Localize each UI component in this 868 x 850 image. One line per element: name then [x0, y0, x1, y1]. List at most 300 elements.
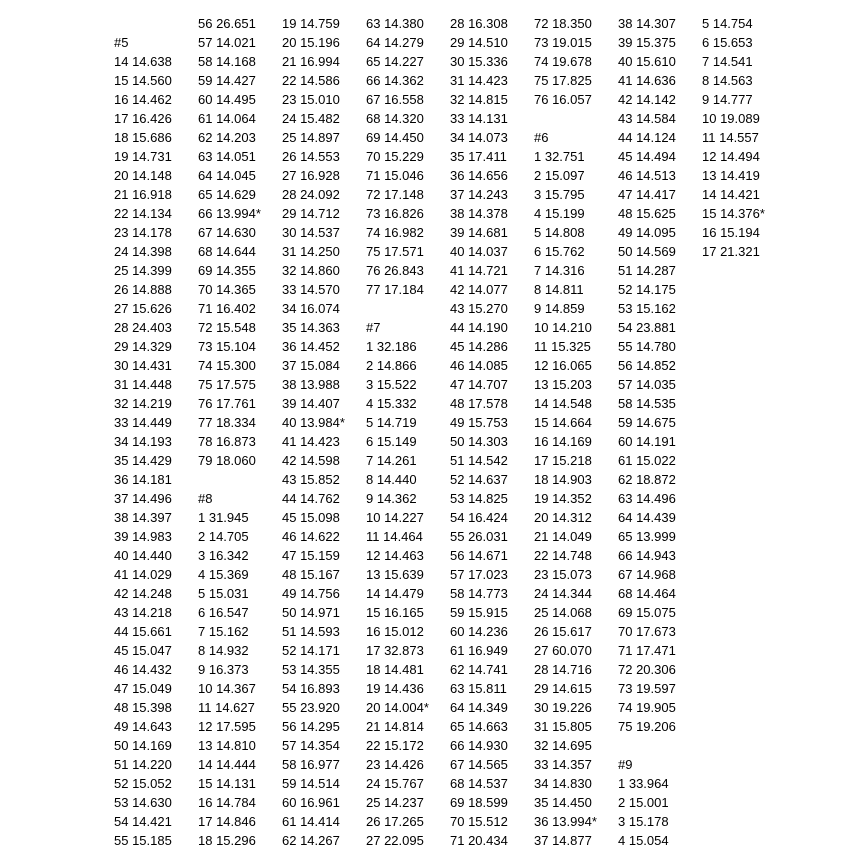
lap-entry: 22 14.586	[282, 73, 340, 88]
lap-entry: 6 15.149	[366, 434, 417, 449]
lap-entry: 44 14.190	[450, 320, 508, 335]
lap-entry: 49 14.095	[618, 225, 676, 240]
lap-entry: 49 15.753	[450, 415, 508, 430]
lap-entry: 18 15.296	[198, 833, 256, 848]
lap-entry: 31 14.250	[282, 244, 340, 259]
lap-entry: 8 14.563	[702, 73, 753, 88]
lap-entry: 25 14.897	[282, 130, 340, 145]
lap-entry: 57 14.035	[618, 377, 676, 392]
lap-entry: 21 14.814	[366, 719, 424, 734]
lap-entry: 34 14.830	[534, 776, 592, 791]
lap-entry: 74 19.678	[534, 54, 592, 69]
section-heading: #7	[366, 320, 381, 335]
lap-entry: 64 14.349	[450, 700, 508, 715]
lap-entry: 51 14.220	[114, 757, 172, 772]
lap-entry: 78 16.873	[198, 434, 256, 449]
lap-entry: 55 23.920	[282, 700, 340, 715]
lap-entry: 22 14.748	[534, 548, 592, 563]
lap-entry: 58 16.977	[282, 757, 340, 772]
lap-entry: 48 15.398	[114, 700, 172, 715]
lap-entry: 14 14.479	[366, 586, 424, 601]
lap-entry: 20 14.312	[534, 510, 592, 525]
blank-line	[366, 299, 446, 318]
lap-entry: 32 14.860	[282, 263, 340, 278]
lap-entry: 71 16.402	[198, 301, 256, 316]
lap-times-column-4	[366, 14, 446, 850]
lap-entry: 60 14.236	[450, 624, 508, 639]
lap-entry: 71 15.046	[366, 168, 424, 183]
lap-entry: 21 16.994	[282, 54, 340, 69]
lap-entry: 6 15.762	[534, 244, 585, 259]
lap-entry: 77 17.184	[366, 282, 424, 297]
lap-entry: 31 14.448	[114, 377, 172, 392]
lap-entry: 27 15.626	[114, 301, 172, 316]
lap-entry: 65 14.629	[198, 187, 256, 202]
lap-entry: 43 15.852	[282, 472, 340, 487]
lap-entry: 48 17.578	[450, 396, 508, 411]
lap-entry: 33 14.570	[282, 282, 340, 297]
lap-entry: 40 15.610	[618, 54, 676, 69]
lap-entry: 41 14.636	[618, 73, 676, 88]
lap-entry: 24 15.482	[282, 111, 340, 126]
lap-entry: 46 14.432	[114, 662, 172, 677]
lap-entry: 64 14.439	[618, 510, 676, 525]
lap-entry: 17 14.846	[198, 814, 256, 829]
lap-entry: 29 14.712	[282, 206, 340, 221]
lap-entry: 36 14.181	[114, 472, 172, 487]
lap-entry: 18 14.481	[366, 662, 424, 677]
lap-entry: 66 13.994*	[198, 206, 261, 221]
lap-times-column-8	[702, 14, 782, 261]
lap-entry: 28 14.716	[534, 662, 592, 677]
lap-entry: 45 15.047	[114, 643, 172, 658]
lap-entry: 29 14.510	[450, 35, 508, 50]
lap-entry: 36 13.994*	[534, 814, 597, 829]
lap-entry: 54 23.881	[618, 320, 676, 335]
lap-entry: 37 14.243	[450, 187, 508, 202]
lap-entry: 54 16.893	[282, 681, 340, 696]
lap-entry: 70 15.229	[366, 149, 424, 164]
lap-entry: 22 14.134	[114, 206, 172, 221]
lap-entry: 44 15.661	[114, 624, 172, 639]
lap-entry: 52 14.175	[618, 282, 676, 297]
lap-entry: 40 14.037	[450, 244, 508, 259]
lap-entry: 34 14.073	[450, 130, 508, 145]
lap-entry: 7 14.541	[702, 54, 753, 69]
lap-entry: 58 14.773	[450, 586, 508, 601]
lap-entry: 42 14.598	[282, 453, 340, 468]
lap-entry: 62 18.872	[618, 472, 676, 487]
lap-entry: 11 15.325	[534, 339, 591, 354]
lap-entry: 31 14.423	[450, 73, 508, 88]
lap-entry: 41 14.721	[450, 263, 508, 278]
lap-entry: 16 14.462	[114, 92, 172, 107]
lap-entry: 16 15.194	[702, 225, 760, 240]
lap-entry: 31 15.805	[534, 719, 592, 734]
lap-entry: 71 17.471	[618, 643, 676, 658]
lap-entry: 28 24.092	[282, 187, 340, 202]
lap-entry: 4 15.054	[618, 833, 669, 848]
lap-entry: 3 16.342	[198, 548, 249, 563]
lap-entry: 76 16.057	[534, 92, 592, 107]
lap-entry: 69 14.450	[366, 130, 424, 145]
lap-entry: 27 16.928	[282, 168, 340, 183]
lap-entry: 47 15.159	[282, 548, 340, 563]
lap-entry: 63 14.051	[198, 149, 256, 164]
lap-entry: 33 14.131	[450, 111, 508, 126]
lap-entry: 17 21.321	[702, 244, 760, 259]
lap-entry: 11 14.464	[366, 529, 423, 544]
lap-entry: 7 15.162	[198, 624, 249, 639]
lap-entry: 75 17.575	[198, 377, 256, 392]
lap-entry: 58 14.535	[618, 396, 676, 411]
lap-entry: 14 14.638	[114, 54, 172, 69]
lap-entry: 68 14.644	[198, 244, 256, 259]
lap-entry: 60 14.495	[198, 92, 256, 107]
lap-entry: 61 14.414	[282, 814, 340, 829]
lap-entry: 32 14.695	[534, 738, 592, 753]
lap-entry: 44 14.124	[618, 130, 676, 145]
section-heading: #8	[198, 491, 213, 506]
lap-entry: 36 14.452	[282, 339, 340, 354]
lap-entry: 61 15.022	[618, 453, 676, 468]
lap-entry: 67 16.558	[366, 92, 424, 107]
lap-entry: 50 14.569	[618, 244, 676, 259]
lap-entry: 29 14.329	[114, 339, 172, 354]
section-heading: #9	[618, 757, 633, 772]
lap-entry: 21 16.918	[114, 187, 172, 202]
lap-entry: 59 15.915	[450, 605, 508, 620]
lap-entry: 75 19.206	[618, 719, 676, 734]
lap-entry: 40 14.440	[114, 548, 172, 563]
lap-entry: 52 14.637	[450, 472, 508, 487]
lap-entry: 60 14.191	[618, 434, 676, 449]
lap-times-column-1	[114, 14, 194, 850]
lap-entry: 61 16.949	[450, 643, 508, 658]
lap-entry: 72 15.548	[198, 320, 256, 335]
lap-entry: 10 14.210	[534, 320, 592, 335]
lap-entry: 76 17.761	[198, 396, 256, 411]
section-heading: #5	[114, 35, 129, 50]
lap-entry: 50 14.971	[282, 605, 340, 620]
lap-entry: 32 14.219	[114, 396, 172, 411]
lap-entry: 53 14.825	[450, 491, 508, 506]
lap-entry: 51 14.287	[618, 263, 676, 278]
lap-entry: 25 14.399	[114, 263, 172, 278]
lap-entry: 55 14.780	[618, 339, 676, 354]
lap-entry: 67 14.565	[450, 757, 508, 772]
lap-entry: 1 33.964	[618, 776, 669, 791]
lap-entry: 61 14.064	[198, 111, 256, 126]
lap-entry: 62 14.741	[450, 662, 508, 677]
lap-entry: 72 17.148	[366, 187, 424, 202]
lap-entry: 56 26.651	[198, 16, 256, 31]
lap-entry: 14 14.421	[702, 187, 760, 202]
lap-entry: 74 15.300	[198, 358, 256, 373]
lap-entry: 5 14.719	[366, 415, 417, 430]
lap-entry: 25 14.068	[534, 605, 592, 620]
lap-entry: 59 14.675	[618, 415, 676, 430]
lap-entry: 9 14.362	[366, 491, 417, 506]
lap-entry: 42 14.142	[618, 92, 676, 107]
lap-entry: 20 15.196	[282, 35, 340, 50]
lap-entry: 73 19.015	[534, 35, 592, 50]
lap-entry: 57 14.354	[282, 738, 340, 753]
lap-entry: 24 14.344	[534, 586, 592, 601]
lap-entry: 25 14.237	[366, 795, 424, 810]
lap-entry: 6 16.547	[198, 605, 249, 620]
lap-entry: 37 14.496	[114, 491, 172, 506]
lap-entry: 12 16.065	[534, 358, 592, 373]
lap-entry: 11 14.627	[198, 700, 255, 715]
lap-entry: 49 14.756	[282, 586, 340, 601]
lap-entry: 15 14.131	[198, 776, 256, 791]
lap-entry: 30 14.537	[282, 225, 340, 240]
lap-entry: 76 26.843	[366, 263, 424, 278]
lap-entry: 69 18.599	[450, 795, 508, 810]
blank-line	[618, 736, 700, 755]
lap-entry: 28 16.308	[450, 16, 508, 31]
lap-entry: 47 14.707	[450, 377, 508, 392]
lap-entry: 15 14.560	[114, 73, 172, 88]
lap-entry: 7 14.261	[366, 453, 417, 468]
lap-entry: 7 14.316	[534, 263, 585, 278]
lap-entry: 62 14.203	[198, 130, 256, 145]
lap-entry: 39 14.983	[114, 529, 172, 544]
lap-entry: 38 14.307	[618, 16, 676, 31]
lap-entry: 43 14.584	[618, 111, 676, 126]
lap-entry: 37 14.877	[534, 833, 592, 848]
lap-entry: 34 14.193	[114, 434, 172, 449]
lap-entry: 17 16.426	[114, 111, 172, 126]
lap-entry: 56 14.295	[282, 719, 340, 734]
lap-entry: 74 16.982	[366, 225, 424, 240]
lap-entry: 13 15.203	[534, 377, 592, 392]
lap-entry: 2 14.705	[198, 529, 249, 544]
lap-entry: 64 14.279	[366, 35, 424, 50]
lap-entry: 73 16.826	[366, 206, 424, 221]
lap-entry: 54 16.424	[450, 510, 508, 525]
lap-entry: 20 14.004*	[366, 700, 429, 715]
lap-entry: 53 14.630	[114, 795, 172, 810]
lap-entry: 68 14.320	[366, 111, 424, 126]
lap-entry: 14 14.444	[198, 757, 256, 772]
lap-entry: 35 14.363	[282, 320, 340, 335]
lap-entry: 30 15.336	[450, 54, 508, 69]
lap-entry: 19 14.436	[366, 681, 424, 696]
lap-entry: 22 15.172	[366, 738, 424, 753]
lap-entry: 35 14.429	[114, 453, 172, 468]
lap-entry: 1 31.945	[198, 510, 249, 525]
lap-entry: 16 14.784	[198, 795, 256, 810]
lap-entry: 45 15.098	[282, 510, 340, 525]
lap-entry: 73 19.597	[618, 681, 676, 696]
lap-entry: 75 17.825	[534, 73, 592, 88]
lap-times-column-3	[282, 14, 364, 850]
lap-entry: 51 14.542	[450, 453, 508, 468]
lap-entry: 52 15.052	[114, 776, 172, 791]
lap-entry: 49 14.643	[114, 719, 172, 734]
lap-entry: 12 14.494	[702, 149, 760, 164]
lap-entry: 45 14.494	[618, 149, 676, 164]
lap-entry: 8 14.932	[198, 643, 249, 658]
lap-entry: 9 16.373	[198, 662, 249, 677]
lap-entry: 65 14.663	[450, 719, 508, 734]
lap-entry: 71 20.434	[450, 833, 508, 848]
lap-times-column-6	[534, 14, 616, 850]
lap-entry: 38 14.378	[450, 206, 508, 221]
section-heading: #6	[534, 130, 549, 145]
lap-entry: 70 15.512	[450, 814, 508, 829]
lap-entry: 30 14.431	[114, 358, 172, 373]
lap-entry: 28 24.403	[114, 320, 172, 335]
lap-entry: 63 14.380	[366, 16, 424, 31]
lap-entry: 17 32.873	[366, 643, 424, 658]
lap-entry: 17 15.218	[534, 453, 592, 468]
lap-entry: 48 15.625	[618, 206, 676, 221]
lap-entry: 38 13.988	[282, 377, 340, 392]
lap-entry: 44 14.762	[282, 491, 340, 506]
lap-entry: 30 19.226	[534, 700, 592, 715]
lap-entry: 56 14.852	[618, 358, 676, 373]
lap-entry: 21 14.049	[534, 529, 592, 544]
lap-entry: 35 14.450	[534, 795, 592, 810]
lap-entry: 73 15.104	[198, 339, 256, 354]
lap-entry: 52 14.171	[282, 643, 340, 658]
lap-entry: 65 14.227	[366, 54, 424, 69]
lap-entry: 26 17.265	[366, 814, 424, 829]
lap-entry: 62 14.267	[282, 833, 340, 848]
lap-entry: 66 14.362	[366, 73, 424, 88]
lap-entry: 13 14.810	[198, 738, 256, 753]
blank-line	[534, 109, 616, 128]
lap-entry: 12 17.595	[198, 719, 256, 734]
lap-entry: 27 60.070	[534, 643, 592, 658]
lap-times-column-5	[450, 14, 532, 850]
lap-entry: 50 14.303	[450, 434, 508, 449]
lap-entry: 16 14.169	[534, 434, 592, 449]
lap-entry: 4 15.332	[366, 396, 417, 411]
lap-entry: 39 15.375	[618, 35, 676, 50]
lap-entry: 63 14.496	[618, 491, 676, 506]
blank-line	[114, 14, 194, 33]
lap-entry: 63 15.811	[450, 681, 507, 696]
lap-entry: 15 16.165	[366, 605, 424, 620]
lap-entry: 58 14.168	[198, 54, 256, 69]
lap-entry: 35 17.411	[450, 149, 507, 164]
lap-times-column-2	[198, 14, 280, 850]
lap-entry: 40 13.984*	[282, 415, 345, 430]
lap-entry: 46 14.622	[282, 529, 340, 544]
lap-entry: 53 15.162	[618, 301, 676, 316]
lap-entry: 3 15.522	[366, 377, 417, 392]
lap-entry: 64 14.045	[198, 168, 256, 183]
lap-entry: 72 20.306	[618, 662, 676, 677]
lap-entry: 9 14.777	[702, 92, 753, 107]
lap-entry: 66 14.943	[618, 548, 676, 563]
lap-entry: 57 17.023	[450, 567, 508, 582]
lap-entry: 67 14.630	[198, 225, 256, 240]
lap-entry: 27 22.095	[366, 833, 424, 848]
lap-entry: 67 14.968	[618, 567, 676, 582]
lap-entry: 39 14.407	[282, 396, 340, 411]
lap-entry: 77 18.334	[198, 415, 256, 430]
lap-entry: 43 15.270	[450, 301, 508, 316]
lap-entry: 14 14.548	[534, 396, 592, 411]
lap-entry: 39 14.681	[450, 225, 508, 240]
lap-entry: 53 14.355	[282, 662, 340, 677]
lap-entry: 8 14.811	[534, 282, 584, 297]
lap-entry: 26 14.888	[114, 282, 172, 297]
lap-entry: 18 15.686	[114, 130, 172, 145]
lap-entry: 65 13.999	[618, 529, 676, 544]
lap-entry: 74 19.905	[618, 700, 676, 715]
lap-entry: 5 15.031	[198, 586, 249, 601]
lap-entry: 72 18.350	[534, 16, 592, 31]
lap-entry: 15 14.664	[534, 415, 592, 430]
lap-entry: 48 15.167	[282, 567, 340, 582]
lap-entry: 34 16.074	[282, 301, 340, 316]
lap-entry: 46 14.513	[618, 168, 676, 183]
lap-entry: 3 15.178	[618, 814, 669, 829]
lap-entry: 10 14.367	[198, 681, 256, 696]
lap-entry: 47 14.417	[618, 187, 676, 202]
lap-entry: 2 15.001	[618, 795, 669, 810]
lap-entry: 13 14.419	[702, 168, 760, 183]
lap-entry: 37 15.084	[282, 358, 340, 373]
lap-entry: 1 32.751	[534, 149, 585, 164]
lap-entry: 56 14.671	[450, 548, 508, 563]
lap-entry: 75 17.571	[366, 244, 424, 259]
lap-entry: 42 14.077	[450, 282, 508, 297]
lap-entry: 24 14.398	[114, 244, 172, 259]
lap-entry: 23 14.178	[114, 225, 172, 240]
lap-entry: 51 14.593	[282, 624, 340, 639]
lap-entry: 45 14.286	[450, 339, 508, 354]
lap-entry: 19 14.731	[114, 149, 172, 164]
lap-entry: 6 15.653	[702, 35, 753, 50]
lap-entry: 55 26.031	[450, 529, 508, 544]
lap-entry: 33 14.449	[114, 415, 172, 430]
lap-entry: 20 14.148	[114, 168, 172, 183]
lap-entry: 32 14.815	[450, 92, 508, 107]
lap-entry: 55 15.185	[114, 833, 172, 848]
lap-entry: 57 14.021	[198, 35, 256, 50]
lap-entry: 13 15.639	[366, 567, 424, 582]
lap-entry: 5 14.754	[702, 16, 753, 31]
lap-entry: 19 14.759	[282, 16, 340, 31]
lap-entry: 47 15.049	[114, 681, 172, 696]
lap-entry: 69 15.075	[618, 605, 676, 620]
lap-entry: 23 14.426	[366, 757, 424, 772]
lap-entry: 36 14.656	[450, 168, 508, 183]
lap-entry: 54 14.421	[114, 814, 172, 829]
lap-entry: 4 15.199	[534, 206, 585, 221]
lap-entry: 18 14.903	[534, 472, 592, 487]
lap-entry: 50 14.169	[114, 738, 172, 753]
lap-entry: 68 14.464	[618, 586, 676, 601]
lap-entry: 23 15.073	[534, 567, 592, 582]
lap-entry: 3 15.795	[534, 187, 585, 202]
lap-entry: 2 15.097	[534, 168, 585, 183]
lap-entry: 12 14.463	[366, 548, 424, 563]
lap-entry: 24 15.767	[366, 776, 424, 791]
lap-entry: 70 14.365	[198, 282, 256, 297]
lap-entry: 10 19.089	[702, 111, 760, 126]
lap-entry: 16 15.012	[366, 624, 424, 639]
lap-entry: 42 14.248	[114, 586, 172, 601]
lap-entry: 8 14.440	[366, 472, 417, 487]
